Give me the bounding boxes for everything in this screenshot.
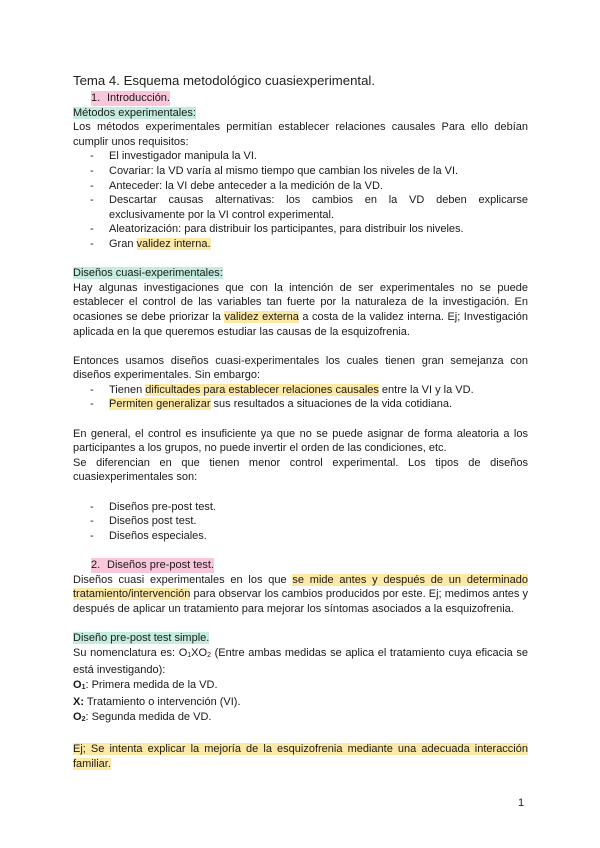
disenos-paragraph-2: Entonces usamos diseños cuasi-experimentales los cuales tienen gran semejanza con diseños experimentales. Sin embargo: [73, 354, 528, 382]
list-item: - Gran validez interna. [90, 237, 211, 250]
list-item-text: Anteceder: la VI debe anteceder a la medición de la VD. [109, 179, 383, 192]
x-definition: X: Tratamiento o intervención (VI). [73, 696, 241, 709]
list-item: - Permiten generalizar sus resultados a situaciones de la vida cotidiana. [90, 398, 453, 411]
page-number: 1 [518, 797, 525, 809]
list-item: - Descartar causas alternativas: los cambios en la VD deben explicarse exclusivamente por la VI control experimental. [90, 194, 528, 221]
highlight-validez-externa: validez externa [224, 310, 299, 323]
list-item: - El investigador manipula la VI. [73, 149, 528, 164]
highlight-dificultades: dificultades para establecer relaciones causales [145, 383, 379, 396]
list-item: - Tienen dificultades para establecer relaciones causales entre la VI y la VD. [90, 383, 474, 396]
list-item-text: Diseños pre-post test. [109, 500, 216, 513]
list-item: - Diseños pre-post test. [73, 500, 528, 515]
list-item-text: Gran [109, 237, 137, 250]
simple-heading-text: Diseño pre-post test simple. [73, 631, 210, 644]
list-item-text: Aleatorización: para distribuir los participantes, para distribuir los niveles. [109, 223, 464, 236]
list-item-text: Descartar causas alternativas: los cambios en la VD deben explicarse exclusivamente por la VI control experimental. [109, 194, 528, 221]
sin-embargo-list [73, 383, 528, 412]
requisitos-list [73, 149, 528, 251]
section-1-number: 1. [91, 91, 107, 106]
section-2-label: Diseños pre-post test. [107, 559, 214, 571]
metodos-intro: Los métodos experimentales permitían establecer relaciones causales Para ello debían cumplir unos requisitos: [73, 121, 528, 148]
list-item-text: Diseños especiales. [109, 529, 207, 542]
highlight-se-mide: se mide antes y después de un determinado tratamiento/intervención [73, 573, 528, 601]
o2-definition: $O_2$: Segunda medida de VD. [73, 710, 212, 723]
list-item: - Covariar: la VD varía al mismo tiempo que cambian los niveles de la VI. [73, 164, 528, 179]
highlight-validez-interna: validez interna. [136, 237, 211, 250]
disenos-paragraph-1: Hay algunas investigaciones que con la intención de ser experimentales no se puede establecer el control de las variables tan fuerte por la naturaleza de la investigación. En ocasiones se debe priorizar la validez externa a costa de la validez interna. Ej; Investigación aplicada en la que queremos estudiar las causas de la esquizofrenia. [73, 281, 528, 338]
list-item: - Diseños especiales. [73, 529, 528, 544]
list-item-text: Diseños post test. [109, 515, 197, 528]
list-item-text: El investigador manipula la VI. [109, 150, 257, 163]
section-2-heading [73, 558, 528, 573]
disenos-heading [73, 266, 528, 281]
o1-definition: $O_1$: Primera medida de la VD. [73, 678, 218, 691]
disenos-paragraph-3: En general, el control es insuficiente ya que no se puede asignar de forma aleatoria a los participantes a los grupos, no puede invertir el orden de las condiciones, etc. [73, 427, 528, 455]
simple-heading [73, 631, 528, 646]
example-paragraph [73, 742, 528, 771]
list-item: - Anteceder: la VI debe anteceder a la medición de la VD. [73, 179, 528, 194]
highlight-generalizar: Permiten generalizar [109, 398, 211, 411]
list-item: - Diseños post test. [73, 514, 528, 529]
prepost-paragraph: Diseños cuasi experimentales en los que se mide antes y después de un determinado tratamiento/intervención para observar los cambios producidos por este. Ej; medimos antes y después de aplicar un tratamiento para mejorar los síntomas asociados a la esquizofrenia. [73, 573, 528, 615]
section-1-heading [73, 91, 528, 106]
disenos-heading-text: Diseños cuasi-experimentales: [73, 267, 223, 280]
metodos-heading [73, 106, 528, 121]
disenos-paragraph-4: Se diferencian en que tienen menor control experimental. Los tipos de diseños cuasiexperimentales son: [73, 456, 528, 484]
section-1-label: Introducción. [107, 92, 170, 104]
highlight-example: Ej; Se intenta explicar la mejoría de la esquizofrenia mediante una adecuada interacción familiar. [73, 743, 528, 770]
list-item-text: Covariar: la VD varía al mismo tiempo que cambian los niveles de la VI. [109, 164, 459, 177]
nomenclatura-paragraph: Su nomenclatura es: $O_1XO_2$ (Entre ambas medidas se aplica el tratamiento cuya eficacia se está investigando): [73, 646, 528, 677]
section-2-number: 2. [91, 558, 107, 573]
document-title: Tema 4. Esquema metodológico cuasiexperimental. [73, 73, 376, 88]
list-item: - Aleatorización: para distribuir los participantes, para distribuir los niveles. [73, 222, 528, 237]
tipos-list [73, 500, 528, 544]
metodos-heading-text: Métodos experimentales: [73, 106, 196, 119]
document-page [73, 72, 528, 771]
